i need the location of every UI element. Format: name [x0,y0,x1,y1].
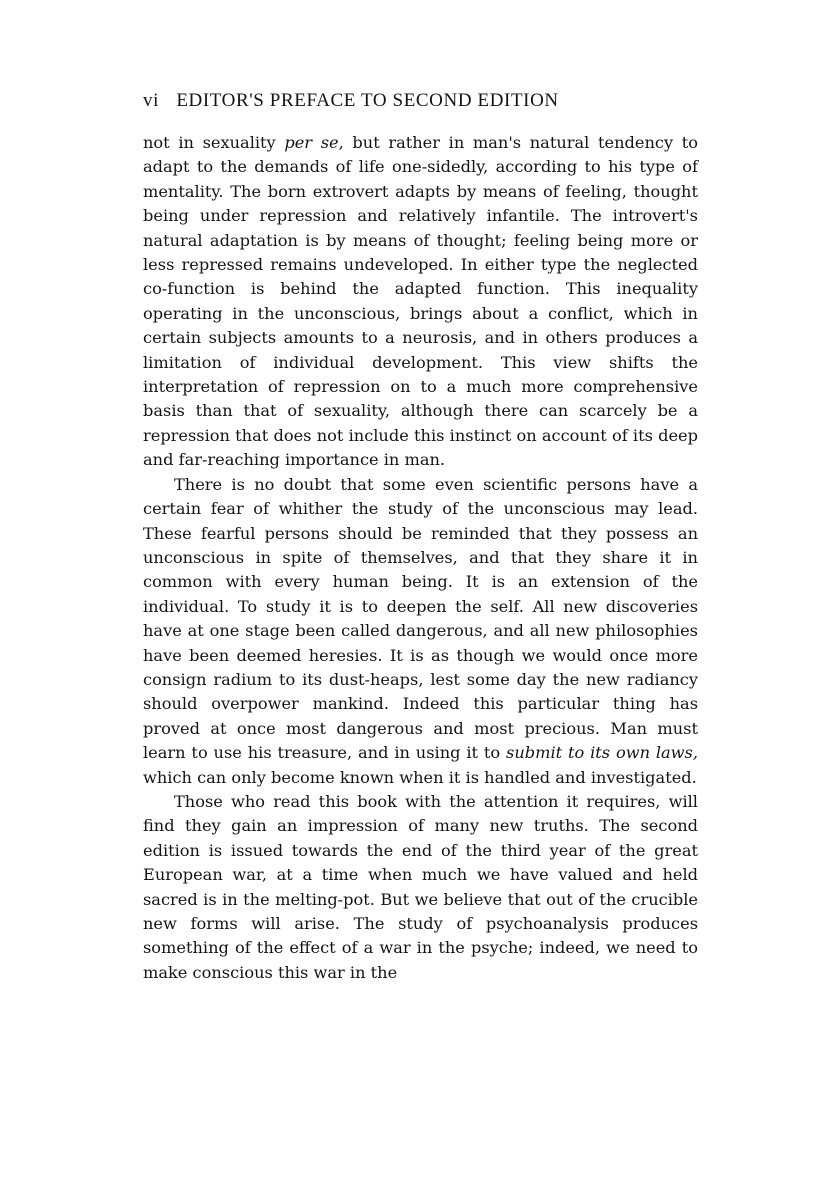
paragraph-1 [143,131,698,473]
paragraph-2-text-b: which can only become known when it is handled and investigated. [143,767,697,787]
paragraph-3: Those who read this book with the attention it requires, will find they gain an impression of many new truths. The second edition is issued towards the end of the third year of the great European war, at a time when much we have valued and held sacred is in the melting-pot. But we believe that out of the crucible new forms will arise. The study of psychoanalysis produces something of the effect of a war in the psyche; indeed, we need to make conscious this war in the [143,791,698,982]
body-text [143,131,698,985]
paragraph-2 [143,473,698,790]
paragraph-2-text-a: There is no doubt that some even scientific persons have a certain fear of whither the study of the unconscious may lead. These fearful persons should be reminded that they possess an unconscious in spite of themselves, and that they share it in common with every human being. It is an extension of the individual. To study it is to deepen the self. All new discoveries have at one stage been called dangerous, and all new philosophies have been deemed heresies. It is as though we would once more consign radium to its dust-heaps, lest some day the new radiancy should overpower mankind. Indeed this particular thing has proved at once most dangerous and most precious. Man must learn to use his treasure, and in using it to [143,474,698,763]
paragraph-1-text-a: not in sexuality [143,133,285,152]
paragraph-2-italic: submit to its own laws, [506,743,698,763]
running-header [143,90,698,120]
paragraph-1-text-b: , but rather in man's natural tendency to adapt to the demands of life one-sidedly, according to his type of mentality. The born extrovert adapts by means of feeling, thought being under repression and relatively infantile. The introvert's natural adaptation is by means of thought; feeling being more or less repressed remains undeveloped. In either type the neglected co-function is behind the adapted function. This inequality operating in the unconscious, brings about a conflict, which in certain subjects amounts to a neurosis, and in others produces a limitation of individual development. This view shifts the interpretation of repression on to a much more comprehensive basis than that of sexuality, although there can scarcely be a repression that does not include this instinct on account of its deep and far-reaching importance in man. [143,133,698,470]
page-number: vi [143,90,159,111]
running-title: EDITOR'S PREFACE TO SECOND EDITION [176,90,559,111]
paragraph-1-italic: per se [284,133,339,152]
